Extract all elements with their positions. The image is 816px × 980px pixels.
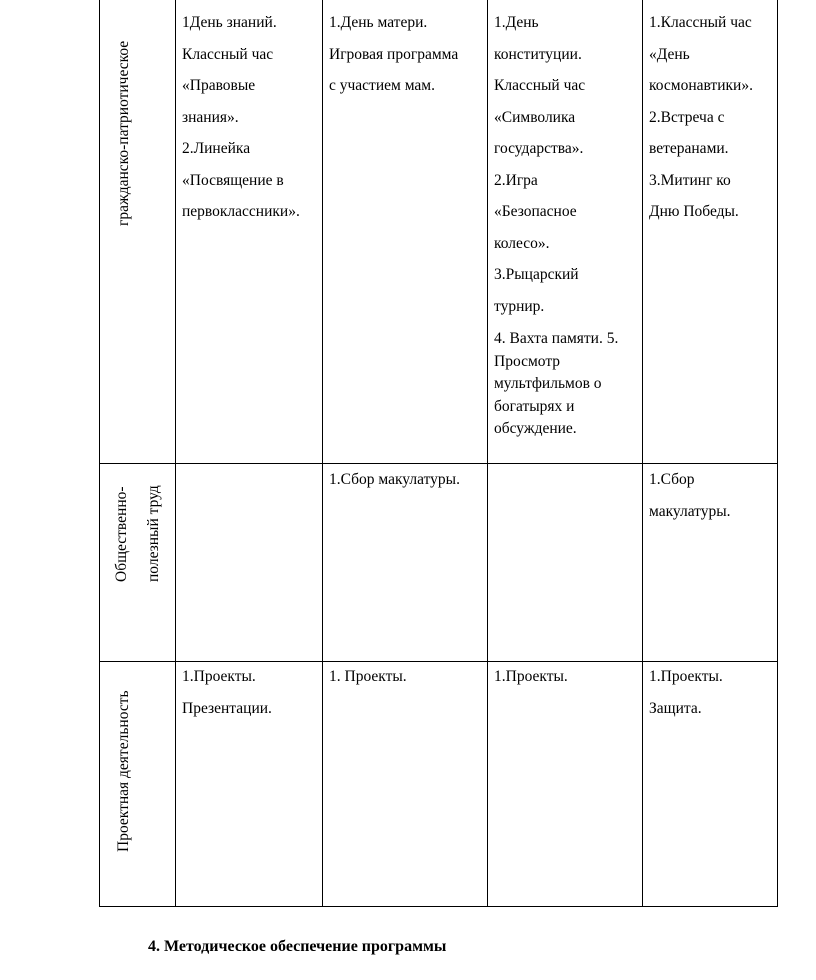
column-divider bbox=[322, 0, 323, 907]
cell-line: Классный час bbox=[494, 77, 586, 94]
table-cell bbox=[494, 661, 642, 693]
cell-line: 1.День матери. bbox=[329, 14, 428, 31]
cell-line: Просмотр bbox=[494, 352, 561, 370]
cell-line: 1.Проекты. bbox=[182, 668, 256, 685]
column-divider bbox=[487, 0, 488, 907]
cell-line: «Правовые bbox=[182, 77, 256, 94]
cell-line: ветеранами. bbox=[649, 140, 729, 157]
cell-line: 1.Сбор макулатуры. bbox=[329, 471, 460, 488]
table-cell bbox=[649, 661, 777, 724]
table-cell bbox=[649, 464, 777, 527]
cell-line: «День bbox=[649, 45, 690, 63]
row-label-project-activity: Проектная деятельность bbox=[115, 690, 132, 852]
cell-line: первоклассники». bbox=[182, 203, 300, 220]
cell-line: государства». bbox=[494, 140, 584, 157]
cell-line: 2.Встреча с bbox=[649, 108, 725, 126]
cell-line: турнир. bbox=[494, 297, 545, 315]
cell-line: 1.День bbox=[494, 14, 539, 31]
cell-line: Защита. bbox=[649, 699, 702, 717]
cell-line: 2.Линейка bbox=[182, 140, 251, 157]
table-cell bbox=[182, 661, 322, 724]
cell-line: 1.Сбор bbox=[649, 471, 695, 488]
section-heading: 4. Методическое обеспечение программы bbox=[148, 938, 447, 955]
cell-line: «Безопасное bbox=[494, 203, 577, 220]
table-border-left bbox=[99, 0, 100, 907]
cell-line: богатырях и bbox=[494, 397, 575, 415]
table-cell bbox=[494, 7, 642, 441]
cell-line: знания». bbox=[182, 108, 239, 126]
cell-line: 1.Проекты. bbox=[494, 668, 568, 685]
cell-line: Презентации. bbox=[182, 699, 272, 717]
cell-line: «Символика bbox=[494, 108, 576, 126]
cell-line: 1.Проекты. bbox=[649, 668, 723, 685]
table-border-bottom bbox=[99, 906, 778, 907]
table-cell bbox=[329, 661, 487, 693]
cell-line: мультфильмов о bbox=[494, 375, 602, 392]
cell-line: 3.Митинг ко bbox=[649, 171, 731, 189]
table-cell bbox=[182, 7, 322, 228]
cell-line: 1.Классный час bbox=[649, 14, 752, 31]
row-label-socially-useful-work: Общественно- полезный труд bbox=[113, 485, 162, 582]
table-cell bbox=[329, 7, 487, 102]
cell-line: «Посвящение в bbox=[182, 171, 284, 189]
table-cell bbox=[329, 464, 487, 496]
row-label-civic-patriotic: гражданско-патриотическое bbox=[115, 40, 132, 226]
cell-line: конституции. bbox=[494, 45, 582, 63]
cell-line: 4. Вахта памяти. 5. bbox=[494, 330, 619, 347]
cell-line: Дню Победы. bbox=[649, 203, 739, 220]
cell-line: макулатуры. bbox=[649, 502, 731, 520]
cell-line: 3.Рыцарский bbox=[494, 266, 579, 283]
cell-line: 2.Игра bbox=[494, 171, 538, 189]
cell-line: Игровая программа bbox=[329, 45, 459, 63]
table-border-right bbox=[777, 0, 778, 907]
cell-line: Классный час bbox=[182, 45, 274, 63]
cell-line: с участием мам. bbox=[329, 77, 435, 94]
table-cell bbox=[649, 7, 777, 228]
column-divider bbox=[642, 0, 643, 907]
cell-line: колесо». bbox=[494, 234, 550, 252]
cell-line: 1День знаний. bbox=[182, 14, 277, 31]
column-divider bbox=[175, 0, 176, 907]
cell-line: 1. Проекты. bbox=[329, 668, 407, 685]
cell-line: космонавтики». bbox=[649, 77, 753, 94]
cell-line: обсуждение. bbox=[494, 420, 577, 437]
